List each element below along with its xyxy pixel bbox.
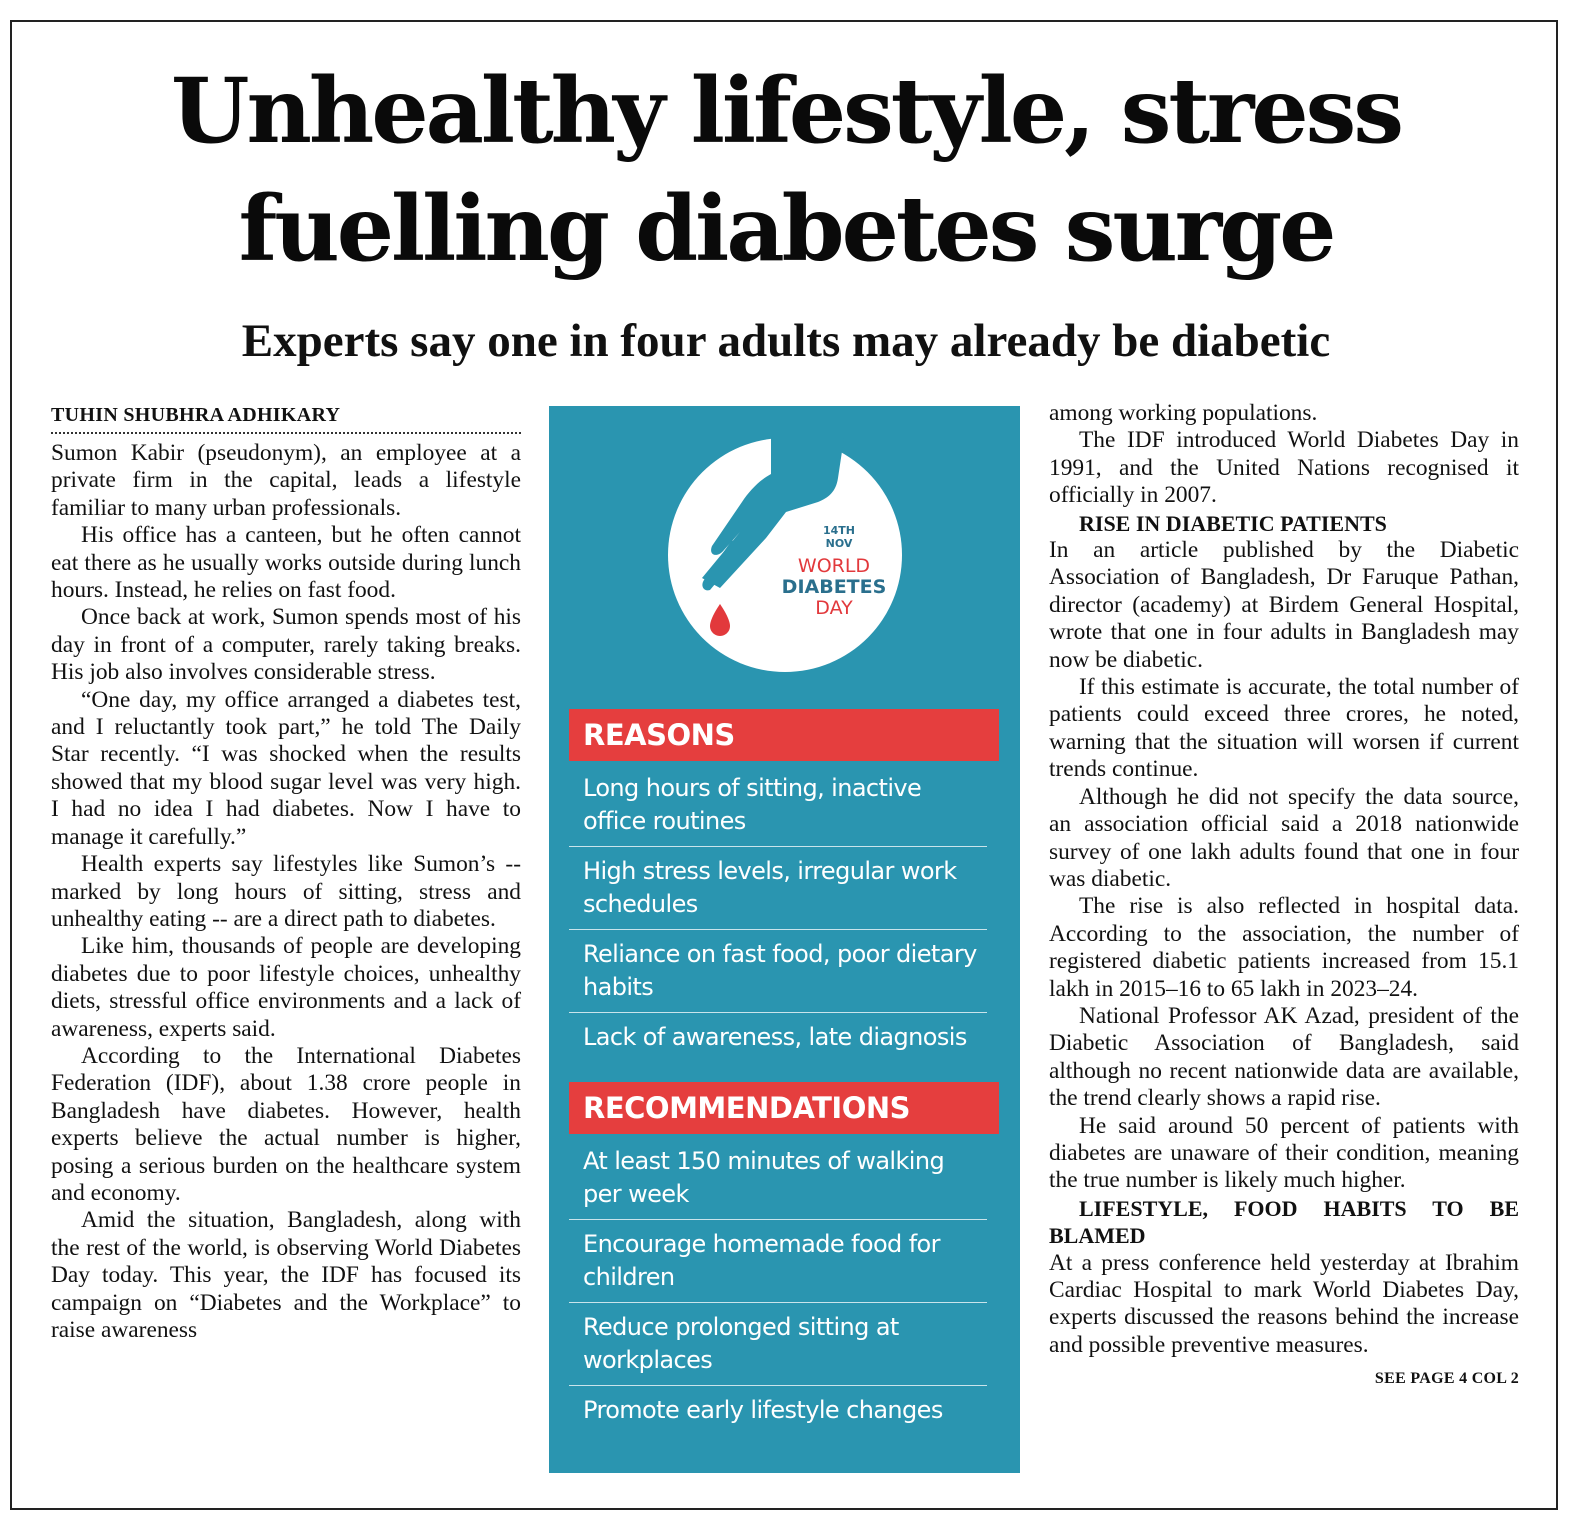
- logo-date: [810, 524, 868, 550]
- recommendation-item: Promote early lifestyle changes: [583, 1396, 943, 1424]
- left-column: [51, 400, 521, 1344]
- logo-date-month: NOV: [825, 537, 853, 550]
- reason-item: Reliance on fast food, poor dietary habits: [569, 930, 987, 1013]
- rise-paragraph-5: National Professor AK Azad, president of the Diabetic Association of Bangladesh, said although no recent nationwide data are available, the trend clearly shows a rapid rise.: [1049, 1002, 1519, 1112]
- rise-paragraph-3: Although he did not specify the data source, an association official said a 2018 nationwide survey of one lakh adults found that one in four was diabetic.: [1049, 783, 1519, 892]
- rise-paragraph-1: In an article published by the Diabetic Association of Bangladesh, Dr Faruque Pathan, director (academy) at Birdem General Hospital, wrote that one in four adults in Bangladesh may now be diabetic.: [1049, 537, 1519, 673]
- left-paragraph-1: Sumon Kabir (pseudonym), an employee at a private firm in the capital, leads a lifestyle familiar to many urban professionals.: [51, 440, 521, 521]
- reason-item: High stress levels, irregular work schedules: [569, 847, 987, 930]
- recommendation-item: At least 150 minutes of walking per week: [569, 1137, 987, 1220]
- left-paragraph-8: Amid the situation, Bangladesh, along with the rest of the world, is observing World Diabetes Day today. This year, the IDF has focused its campaign on “Diabetes and the Workplace” to raise awareness: [51, 1207, 521, 1343]
- info-box: [549, 406, 1020, 1473]
- logo-title-world: WORLD: [797, 555, 871, 577]
- left-paragraph-7: According to the International Diabetes Federation (IDF), about 1.38 crore people in Bangladesh have diabetes. However, health experts believe the actual number is higher, posing a serious burden on the healthcare system and economy.: [51, 1042, 521, 1206]
- subheadline: Experts say one in four adults may already be diabetic: [241, 315, 1331, 367]
- rise-paragraph-2: If this estimate is accurate, the total number of patients could exceed three crores, he noted, warning that the situation will worsen if current trends continue.: [1049, 674, 1519, 783]
- lifestyle-paragraph-1: At a press conference held yesterday at Ibrahim Cardiac Hospital to mark World Diabetes Day, experts discussed the reasons behind the increase and possible preventive measures.: [1049, 1249, 1519, 1358]
- headline: [12, 52, 1560, 288]
- continuation-jump[interactable]: SEE PAGE 4 COL 2: [1374, 1370, 1519, 1388]
- left-paragraph-2: His office has a canteen, but he often cannot eat there as he usually works outside during lunch hours. Instead, he relies on fast food.: [51, 522, 521, 604]
- continued-text: among working populations.: [1049, 400, 1318, 426]
- logo-title-diabetes: DIABETES: [781, 576, 887, 598]
- recommendations-header: RECOMMENDATIONS: [569, 1082, 999, 1134]
- reason-item: Long hours of sitting, inactive office routines: [569, 764, 987, 847]
- left-paragraph-4: “One day, my office arranged a diabetes test, and I reluctantly took part,” he told The Daily Star recently. “I was shocked when the results showed that my blood sugar level was very high. I had no idea I had diabetes. Now I have to manage it carefully.”: [51, 686, 521, 850]
- reason-item: Lack of awareness, late diagnosis: [583, 1023, 967, 1051]
- recommendation-item: Encourage homemade food for children: [569, 1220, 987, 1303]
- logo-title-day: DAY: [815, 597, 853, 619]
- section-heading-lifestyle: LIFESTYLE, FOOD HABITS TO BE BLAMED: [1049, 1195, 1519, 1249]
- rise-paragraph-4: The rise is also reflected in hospital data. According to the association, the number of registered diabetic patients increased from 15.1 lakh in 2015–16 to 65 lakh in 2023–24.: [1049, 893, 1519, 1002]
- headline-line-1: Unhealthy lifestyle, stress: [170, 58, 1402, 164]
- rise-paragraph-6: He said around 50 percent of patients with diabetes are unaware of their condition, meaning the true number is likely much higher.: [1049, 1112, 1519, 1194]
- reasons-header: REASONS: [569, 709, 999, 761]
- logo-date-day: 14TH: [822, 524, 856, 537]
- left-paragraph-5: Health experts say lifestyles like Sumon’s -- marked by long hours of sitting, stress and unhealthy eating -- are a direct path to diabetes.: [51, 851, 521, 932]
- world-diabetes-day-logo: [668, 438, 902, 672]
- reasons-list: [569, 764, 987, 1062]
- headline-line-2: fuelling diabetes surge: [238, 176, 1334, 282]
- right-column: [1049, 400, 1519, 1393]
- section-heading-rise: RISE IN DIABETIC PATIENTS: [1079, 510, 1387, 536]
- left-paragraph-3: Once back at work, Sumon spends most of his day in front of a computer, rarely taking breaks. His job also involves considerable stress.: [51, 604, 521, 686]
- recommendation-item: Reduce prolonged sitting at workplaces: [569, 1303, 987, 1386]
- right-paragraph-1: The IDF introduced World Diabetes Day in 1991, and the United Nations recognised it officially in 2007.: [1049, 427, 1519, 509]
- article-frame: [10, 20, 1558, 1510]
- recommendations-list: [569, 1137, 987, 1435]
- byline: TUHIN SHUBHRA ADHIKARY: [51, 400, 521, 434]
- left-paragraph-6: Like him, thousands of people are developing diabetes due to poor lifestyle choices, unhealthy diets, stressful office environments and a lack of awareness, experts said.: [51, 933, 521, 1042]
